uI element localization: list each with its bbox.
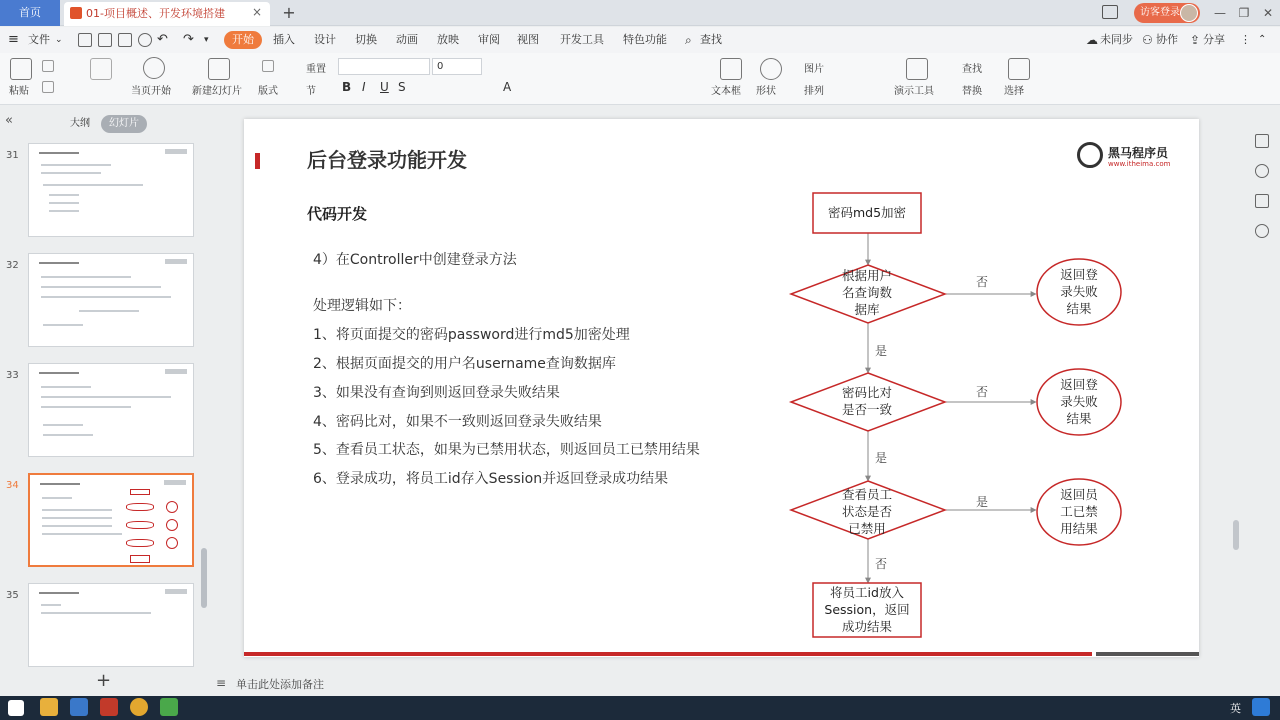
redo-icon[interactable]: ↷: [183, 32, 194, 47]
flow-decision-query-label: [828, 267, 906, 318]
ime-indicator[interactable]: 英: [1230, 702, 1241, 715]
format-painter-icon[interactable]: [90, 58, 112, 80]
select-icon[interactable]: [1008, 58, 1030, 80]
start-icon[interactable]: [8, 700, 24, 716]
maximize-icon[interactable]: ❐: [1238, 6, 1250, 20]
hamburger-icon[interactable]: ≡: [8, 32, 19, 47]
shadow-icon[interactable]: S: [398, 80, 406, 94]
flow-no-label: 否: [976, 385, 989, 399]
thumb-line: [49, 194, 79, 196]
ribbon: [0, 53, 1280, 105]
cloud-icon: ☁: [1086, 33, 1098, 47]
thumb-logo: [165, 369, 187, 374]
font-color-icon[interactable]: A: [503, 80, 512, 94]
close-tab-icon[interactable]: ×: [251, 5, 263, 19]
tab-slides[interactable]: 幻灯片: [101, 115, 147, 133]
notes-placeholder[interactable]: 单击此处添加备注: [236, 678, 324, 691]
slide-thumbnail[interactable]: [28, 253, 194, 347]
thumb-logo: [165, 259, 187, 264]
share-icon: ⇪: [1190, 33, 1201, 47]
more-icon[interactable]: ⋮: [1240, 33, 1251, 46]
present-tools-button[interactable]: 演示工具: [894, 86, 934, 97]
flow-yes-label: 是: [875, 344, 888, 358]
slide-thumbnail[interactable]: [28, 143, 194, 237]
title-accent-bar: [255, 153, 260, 169]
layout-icon[interactable]: [262, 60, 274, 72]
thumb-flow-box: [130, 489, 150, 495]
logo-text: 黑马程序员: [1108, 146, 1169, 160]
font-size-field[interactable]: 0: [432, 58, 482, 75]
thumb-title-line: [39, 262, 79, 264]
slide-thumbnail[interactable]: [28, 363, 194, 457]
thumb-line: [41, 172, 101, 174]
flow-start-label: 密码md5加密: [827, 205, 907, 220]
flow-text-line: 将员工id放入: [830, 585, 904, 600]
shape-button[interactable]: 形状: [756, 86, 776, 97]
from-current-button[interactable]: 当页开始: [131, 86, 171, 97]
flow-text-line: 密码比对: [841, 385, 892, 400]
flow-decision-status-label: [828, 486, 906, 537]
tab-outline[interactable]: 大纲: [70, 118, 90, 129]
slide-thumbnail[interactable]: [28, 583, 194, 667]
underline-icon[interactable]: U: [380, 80, 389, 94]
flow-text-line: 据库: [854, 302, 880, 317]
logic-item[interactable]: 6、登录成功，将员工id存入Session并返回登录成功结果: [313, 471, 669, 487]
guest-login-button[interactable]: 访客登录: [1134, 3, 1200, 23]
slide-scrollbar[interactable]: [1233, 520, 1239, 550]
browser-icon[interactable]: [130, 698, 148, 716]
slide-thumbnail-selected[interactable]: [28, 473, 194, 567]
thumb-line: [43, 324, 83, 326]
copy-icon[interactable]: [42, 81, 54, 93]
avatar[interactable]: [1180, 4, 1198, 22]
step-text[interactable]: 4）在Controller中创建登录方法: [313, 252, 517, 268]
design-icon[interactable]: [1255, 194, 1269, 208]
os-taskbar: [0, 696, 1280, 720]
flow-text-line: 用结果: [1060, 521, 1098, 536]
tab-developer[interactable]: 开发工具: [560, 33, 604, 46]
minimize-icon[interactable]: —: [1214, 6, 1226, 20]
flow-text-line: 成功结果: [841, 619, 892, 634]
thumb-line: [43, 184, 143, 186]
font-name-field[interactable]: [338, 58, 430, 75]
sync-status[interactable]: 未同步: [1100, 33, 1133, 46]
close-window-icon[interactable]: ✕: [1262, 6, 1274, 20]
thumb-line: [42, 525, 112, 527]
flow-result-disabled-label: [1049, 486, 1109, 537]
collab-icon: ⚇: [1142, 33, 1153, 47]
tab-animation[interactable]: 动画: [396, 33, 418, 46]
export-icon[interactable]: [98, 33, 112, 47]
slide-number: 32: [6, 260, 19, 271]
tab-view[interactable]: 视图: [517, 33, 539, 46]
slide-number: 34: [6, 480, 19, 491]
thumb-line: [42, 533, 122, 535]
thumb-title-line: [39, 372, 79, 374]
section-button[interactable]: 节: [306, 86, 316, 97]
new-slide-button[interactable]: 新建幻灯片: [192, 86, 242, 97]
shape-icon[interactable]: [760, 58, 782, 80]
present-tools-icon[interactable]: [906, 58, 928, 80]
thumb-title-line: [39, 592, 79, 594]
paste-icon[interactable]: [10, 58, 32, 80]
flow-text-line: 根据用户: [841, 268, 892, 283]
select-button[interactable]: 选择: [1004, 86, 1024, 97]
flow-yes-label: 是: [976, 495, 989, 509]
slide-number: 31: [6, 150, 19, 161]
flow-text-line: 已禁用: [848, 521, 886, 536]
tab-slideshow[interactable]: 放映: [437, 33, 459, 46]
right-toolbar: [1240, 106, 1280, 672]
slide-title[interactable]: 后台登录功能开发: [307, 148, 467, 172]
reset-button[interactable]: 重置: [306, 64, 326, 75]
undo-icon[interactable]: ↶: [157, 32, 168, 47]
notes-icon: ≡: [216, 676, 227, 690]
thumb-line: [41, 296, 171, 298]
logo-url: www.itheima.com: [1108, 160, 1171, 168]
thumb-line: [43, 424, 83, 426]
footer-gray-line: [1096, 652, 1199, 656]
arrange-button[interactable]: 排列: [804, 86, 824, 97]
tray-app-icon[interactable]: [1252, 698, 1270, 716]
search-icon[interactable]: ⌕: [685, 33, 692, 47]
panel-scrollbar[interactable]: [201, 548, 207, 608]
paste-label[interactable]: 粘贴: [9, 86, 29, 97]
tab-review[interactable]: 审阅: [478, 33, 500, 46]
cut-icon[interactable]: [42, 60, 54, 72]
save-icon[interactable]: [78, 33, 92, 47]
find-button[interactable]: 查找: [962, 64, 982, 75]
presentation-icon: [70, 7, 82, 19]
logic-item[interactable]: 1、将页面提交的密码password进行md5加密处理: [313, 327, 630, 343]
thumb-logo: [165, 589, 187, 594]
notes-bar: [210, 672, 1280, 696]
thumb-flow-circle: [166, 537, 178, 549]
collapse-panel-icon[interactable]: «: [5, 113, 13, 128]
tab-insert[interactable]: 插入: [273, 33, 295, 46]
flow-decision-password-label: [828, 384, 906, 418]
thumb-logo: [165, 149, 187, 154]
print-icon[interactable]: [118, 33, 132, 47]
flow-text-line: 工已禁: [1060, 504, 1098, 519]
thumb-line: [42, 509, 112, 511]
collab-button[interactable]: 协作: [1156, 33, 1178, 46]
thumb-flow-diamond: [126, 539, 154, 547]
textbox-button[interactable]: 文本框: [711, 86, 741, 97]
flow-text-line: 状态是否: [841, 504, 892, 519]
thumb-line: [49, 202, 79, 204]
new-slide-icon[interactable]: [208, 58, 230, 80]
window-layout-icon[interactable]: [1102, 5, 1118, 19]
flow-text-line: 返回登: [1060, 267, 1098, 282]
logic-item[interactable]: 2、根据页面提交的用户名username查询数据库: [313, 356, 616, 372]
section-heading[interactable]: 代码开发: [307, 205, 368, 223]
flow-result-fail-2-label: [1049, 376, 1109, 427]
thumb-logo: [164, 480, 186, 485]
logic-heading[interactable]: 处理逻辑如下：: [313, 298, 411, 314]
app-icon[interactable]: [100, 698, 118, 716]
replace-button[interactable]: 替换: [962, 86, 982, 97]
play-icon[interactable]: [143, 57, 165, 79]
thumb-line: [41, 406, 131, 408]
italic-icon[interactable]: I: [362, 80, 366, 94]
footer-red-line: [244, 652, 1092, 656]
tab-transition[interactable]: 切换: [355, 33, 377, 46]
app-icon[interactable]: [70, 698, 88, 716]
chevron-down-icon[interactable]: ⌄: [55, 35, 63, 45]
animation-icon[interactable]: [1255, 164, 1269, 178]
flow-text-line: 结果: [1066, 301, 1092, 316]
add-slide-button[interactable]: +: [96, 670, 112, 691]
logic-item[interactable]: 3、如果没有查询到则返回登录失败结果: [313, 385, 560, 401]
slide-number: 33: [6, 370, 19, 381]
logic-item[interactable]: 5、查看员工状态，如果为已禁用状态，则返回员工已禁用结果: [313, 442, 700, 458]
file-explorer-icon[interactable]: [40, 698, 58, 716]
thumb-flow-diamond: [126, 503, 154, 511]
thumb-line: [41, 396, 171, 398]
flow-text-line: 录失败: [1060, 394, 1098, 409]
home-tab[interactable]: 首页: [0, 0, 60, 26]
preview-icon[interactable]: [138, 33, 152, 47]
bold-icon[interactable]: B: [342, 80, 352, 94]
itheima-logo-icon: [1077, 142, 1103, 168]
flow-text-line: 名查询数: [841, 285, 892, 300]
thumb-line: [41, 386, 91, 388]
flow-text-line: 返回登: [1060, 377, 1098, 392]
thumb-line: [79, 310, 139, 312]
collapse-ribbon-icon[interactable]: ⌃: [1258, 34, 1267, 45]
thumb-line: [43, 434, 93, 436]
properties-icon[interactable]: [1255, 134, 1269, 148]
thumb-title-line: [39, 152, 79, 154]
thumb-line: [42, 517, 112, 519]
customize-icon[interactable]: ▾: [204, 35, 209, 45]
tab-start[interactable]: 开始: [224, 31, 262, 49]
flow-text-line: Session，返回: [824, 602, 910, 617]
logic-item[interactable]: 4、密码比对，如果不一致则返回登录失败结果: [313, 414, 602, 430]
share-button[interactable]: 分享: [1203, 33, 1225, 46]
thumb-title-line: [40, 483, 80, 485]
search-button[interactable]: 查找: [700, 33, 722, 46]
flow-text-line: 是否一致: [841, 402, 892, 417]
slide-canvas[interactable]: [244, 119, 1199, 657]
tab-features[interactable]: 特色功能: [623, 33, 667, 46]
layout-button[interactable]: 版式: [258, 86, 278, 97]
flow-text-line: 查看员工: [841, 487, 892, 502]
slide-number: 35: [6, 590, 19, 601]
thumb-line: [41, 276, 131, 278]
document-tab[interactable]: 01-项目概述、开发环境搭建: [64, 2, 270, 26]
flow-no-label: 否: [875, 557, 888, 571]
flow-yes-label: 是: [875, 451, 888, 465]
new-tab-button[interactable]: +: [282, 3, 296, 22]
thumb-flow-box: [130, 555, 150, 563]
textbox-icon[interactable]: [720, 58, 742, 80]
file-menu[interactable]: 文件: [28, 33, 50, 46]
help-icon[interactable]: [1255, 224, 1269, 238]
flow-result-fail-1-label: [1049, 266, 1109, 317]
flow-text-line: 录失败: [1060, 284, 1098, 299]
thumb-flow-diamond: [126, 521, 154, 529]
thumb-line: [41, 286, 161, 288]
flow-end-label: [810, 584, 924, 635]
picture-button[interactable]: 图片: [804, 64, 824, 75]
thumb-line: [42, 497, 72, 499]
flow-no-label: 否: [976, 275, 989, 289]
thumb-line: [41, 604, 61, 606]
thumb-flow-circle: [166, 519, 178, 531]
thumb-line: [49, 210, 79, 212]
thumb-line: [41, 164, 111, 166]
thumb-flow-circle: [166, 501, 178, 513]
flow-text-line: 结果: [1066, 411, 1092, 426]
thumb-line: [41, 612, 151, 614]
app-icon[interactable]: [160, 698, 178, 716]
flow-text-line: 返回员: [1060, 487, 1098, 502]
tab-design[interactable]: 设计: [314, 33, 336, 46]
